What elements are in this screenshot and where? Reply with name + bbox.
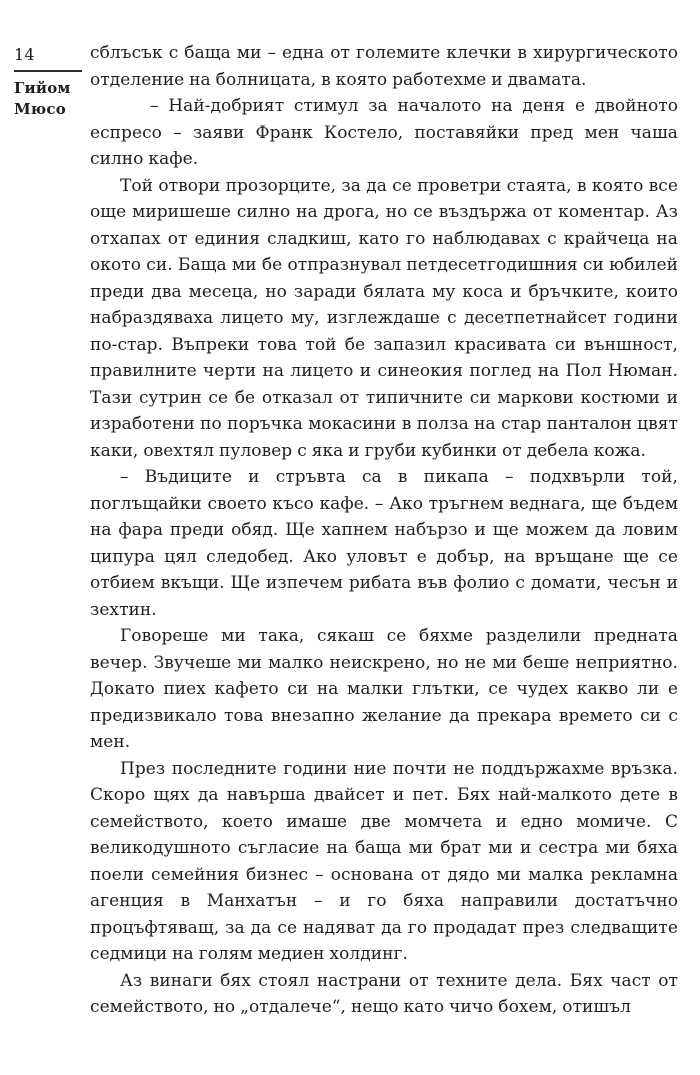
author-first-name: Гийом [14, 79, 71, 97]
header-rule [14, 70, 82, 72]
page-number: 14 [14, 45, 35, 64]
author-last-name: Мюсо [14, 100, 66, 118]
paragraph: През последните години ние почти не поддържахме връзка. Скоро щях да навърша двайсет и пет. Бях най-малкото дете в семейството, което имаше две момчета и едно момиче. С великодушното съгласие на баща ми брат ми и сестра ми бяха поели семейния бизнес – основана от дядо ми малка рекламна агенция в Манхатън – и го бяха направили достатъчно процъфтяващ, за да се надяват да го продадат през следващите седмици на голям медиен холдинг. [90, 758, 678, 964]
paragraph: Аз винаги бях стоял настрани от техните дела. Бях част от семейството, но „отдалече“, нещо като чичо бохем, отишъл [90, 970, 678, 1017]
page-margin-header [14, 46, 84, 120]
body-text [90, 40, 678, 1021]
paragraph: – Най-добрият стимул за началото на деня е двойното еспресо – заяви Франк Костело, поставяйки пред мен чаша силно кафе. [90, 96, 678, 169]
paragraph: Той отвори прозорците, за да се проветри стаята, в която все още миришеше силно на дрога, но се въздържа от коментар. Аз отхапах от единия сладкиш, като го наблюдавах с крайчеца на окото си. Баща ми бе отпразнувал петдесетгодишния си юбилей преди два месеца, но заради бялата му коса и бръчките, които набраздяваха лицето му, изглеждаше с десетпетнайсет години по-стар. Въпреки това той бе запазил красивата си външност, правилните черти на лицето и синеокия поглед на Пол Нюман. Тази сутрин се бе отказал от типичните си маркови костюми и изработени по поръчка мокасини в полза на стар панталон цвят каки, овехтял пуловер с яка и груби кубинки от дебела кожа. [90, 175, 678, 461]
paragraph: Говореше ми така, сякаш се бяхме разделили предната вечер. Звучеше ми малко неискрено, но не ми беше неприятно. Докато пиех кафето си на малки глътки, се чудех какво ли е предизвикало това внезапно желание да прекара времето си с мен. [90, 626, 678, 752]
paragraph: – Въдиците и стръвта са в пикапа – подхвърли той, поглъщайки своето късо кафе. – Ако тръгнем веднага, ще бъдем на фара преди обяд. Ще хапнем набързо и ще можем да ловим ципура цял следобед. Ако уловът е добър, на връщане ще се отбием вкъщи. Ще изпечем рибата във фолио с домати, чесън и зехтин. [90, 467, 678, 620]
running-head-author [14, 78, 84, 120]
paragraph: сблъсък с баща ми – една от големите клечки в хирургическото отделение на болницата, в която работехме и двамата. [90, 43, 678, 90]
